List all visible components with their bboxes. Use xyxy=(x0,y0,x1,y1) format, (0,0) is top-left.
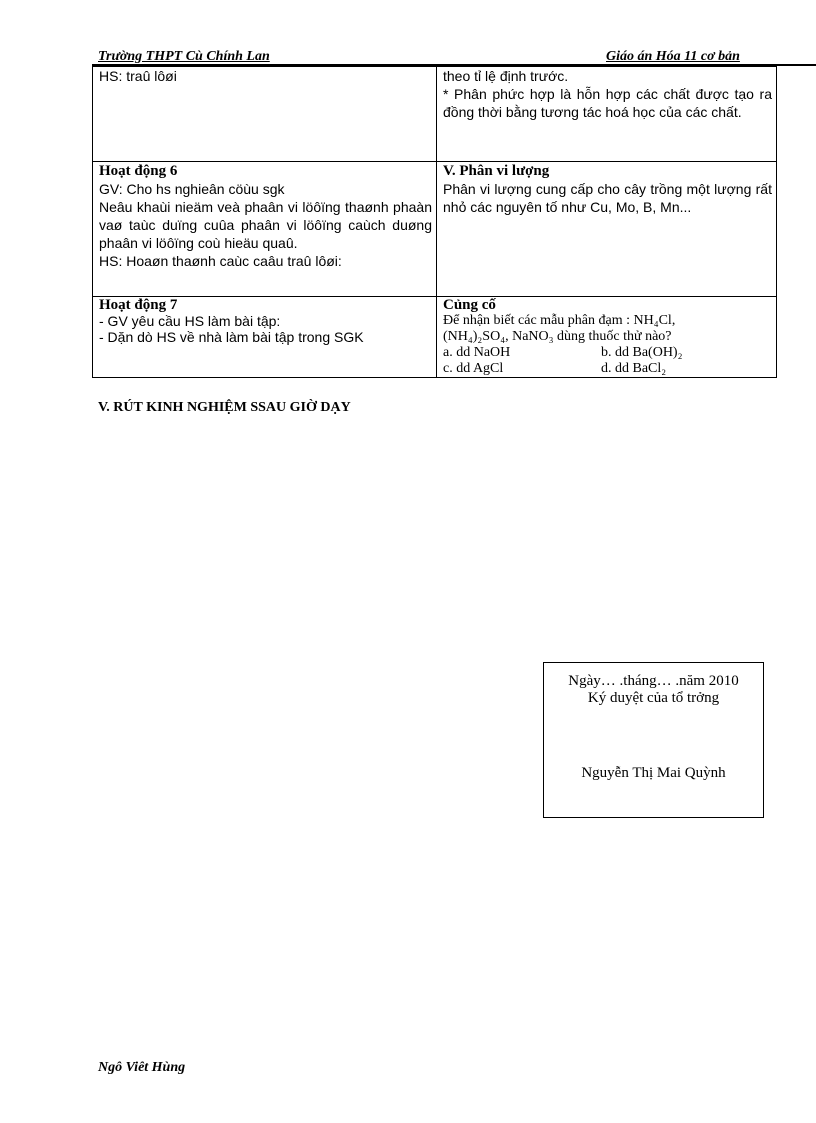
option-d: d. dd BaCl₂ xyxy=(601,361,667,376)
lesson-table xyxy=(92,66,777,378)
row2-left-para: Neâu khaùi nieäm veà phaân vi löôïng thaønh phaàn vaø taùc duïng cuûa phaân vi löôïng caùch duøng phaân vi löôïng coù hieäu quaû. xyxy=(99,199,432,251)
footer-author: Ngô Viêt Hùng xyxy=(98,1060,186,1075)
option-c: c. dd AgCl xyxy=(443,361,504,376)
row2-right-para: Phân vi lượng cung cấp cho cây trồng một lượng rất nhỏ các nguyên tố như Cu, Mo, B, Mn... xyxy=(443,181,772,215)
consolidation-title: Củng cố xyxy=(443,297,496,313)
question-line2: (NH₄)₂SO₄, NaNO₃ dùng thuốc thử nào? xyxy=(443,329,672,344)
option-b: b. dd Ba(OH)₂ xyxy=(601,345,683,360)
approval-box xyxy=(543,662,764,818)
row3-right-cell xyxy=(437,297,777,378)
row2-left-line2: HS: Hoaøn thaønh caùc caâu traû lôøi: xyxy=(99,253,342,269)
activity-6-title: Hoạt động 6 xyxy=(99,163,178,179)
table-row xyxy=(93,67,777,162)
option-a: a. dd NaOH xyxy=(443,345,511,360)
row3-left-cell xyxy=(93,297,437,378)
approval-signer: Nguyễn Thị Mai Quỳnh xyxy=(581,765,726,781)
row1-right-para: * Phân phức hợp là hỗn hợp các chất được tạo ra đồng thời bằng tương tác hoá học của các chất. xyxy=(443,86,772,120)
approval-date: Ngày… .tháng… .năm 2010 xyxy=(568,673,739,689)
options-row-1 xyxy=(443,345,772,361)
header-school: Trường THPT Cù Chính Lan xyxy=(98,49,270,64)
section-heading: V. RÚT KINH NGHIỆM SSAU GIỜ DẠY xyxy=(98,400,351,415)
row1-left-cell xyxy=(93,67,437,162)
header-subject: Giáo án Hóa 11 cơ bản xyxy=(606,49,740,64)
question-line1: Để nhận biết các mẫu phân đạm : NH₄Cl, xyxy=(443,313,676,328)
row1-left-text: HS: traû lôøi xyxy=(99,68,177,84)
approval-title: Ký duyệt của tổ trởng xyxy=(587,690,720,706)
micronutrient-title: V. Phân vi lượng xyxy=(443,163,550,179)
row2-left-cell xyxy=(93,162,437,297)
activity-7-title: Hoạt động 7 xyxy=(99,297,178,313)
options-row-2 xyxy=(443,361,772,377)
row2-right-cell xyxy=(437,162,777,297)
row2-left-line1: GV: Cho hs nghieân cöùu sgk xyxy=(99,181,285,197)
row1-right-cell xyxy=(437,67,777,162)
table-row xyxy=(93,162,777,297)
row3-left-line2: - Dặn dò HS về nhà làm bài tập trong SGK xyxy=(99,329,364,345)
row1-right-line1: theo tỉ lệ định trước. xyxy=(443,68,569,84)
table-row xyxy=(93,297,777,378)
row3-left-line1: - GV yêu cầu HS làm bài tập: xyxy=(99,313,281,329)
